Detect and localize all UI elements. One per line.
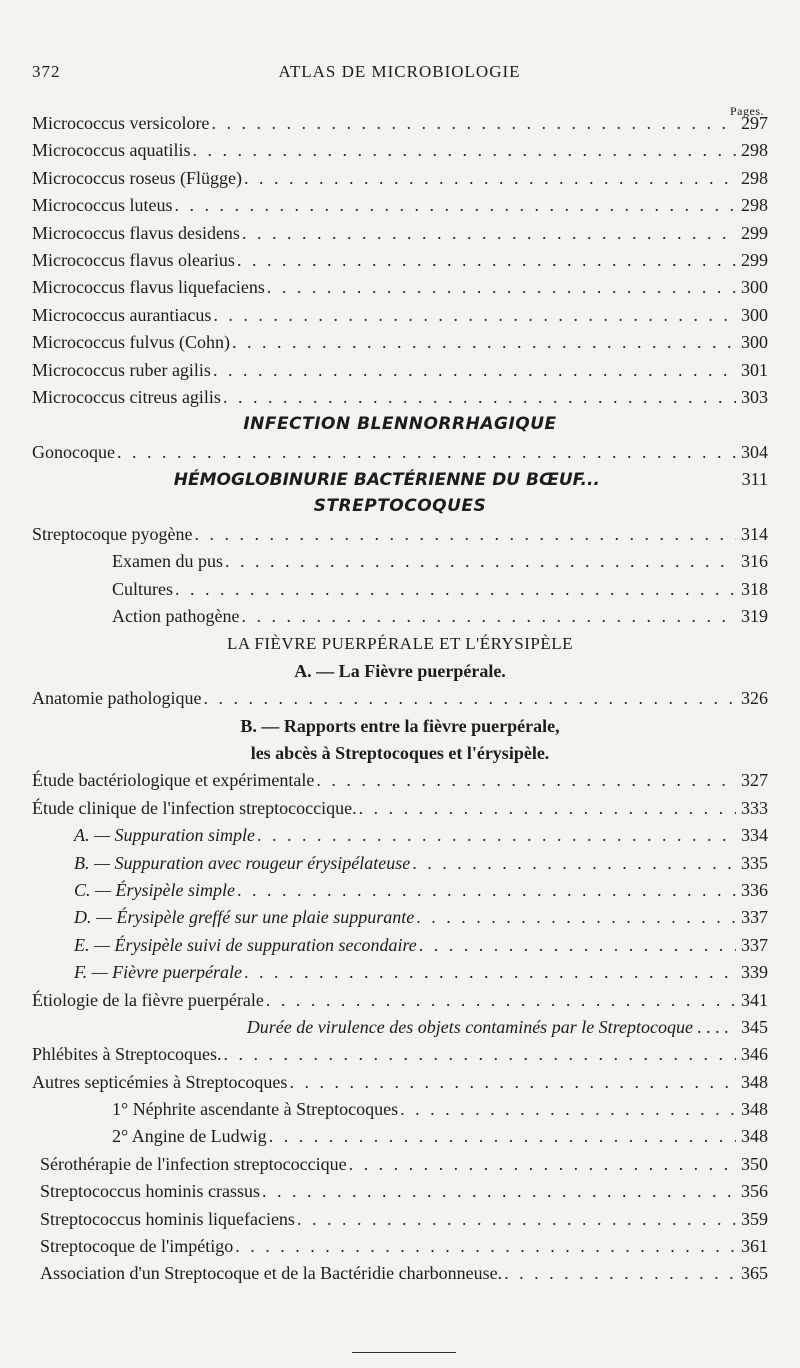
dot-leader [349,1151,736,1178]
toc-entry [32,220,768,247]
toc-entry [32,1260,768,1287]
section-heading: A. — La Fièvre puerpérale. [294,660,506,681]
pages-column-label: Pages. [730,104,764,118]
toc-entry-page: 300 [741,277,768,298]
toc-entry-page: 339 [741,962,768,983]
toc-entry [32,877,768,904]
toc-entry [32,1041,768,1068]
toc-entry-title: Association d'un Streptocoque et de la Bactéridie charbonneuse. [40,1263,503,1284]
dot-leader [213,302,736,329]
toc-entry-title: D. — Érysipèle greffé sur une plaie suppurante [74,907,415,928]
toc-entry-page: 300 [741,332,768,353]
toc-entry [32,603,768,630]
section-heading: STREPTOCOQUES [313,496,487,517]
toc-entry-page: 327 [741,770,768,791]
toc-entry [32,850,768,877]
dot-leader [289,1069,736,1096]
toc-entry-page: 365 [741,1263,768,1284]
section-heading: B. — Rapports entre la fièvre puerpérale, [240,715,560,736]
toc-entry-title: A. — Suppuration simple [74,825,256,846]
dot-leader [237,247,736,274]
toc-entry-title: Micrococcus aurantiacus [32,304,212,325]
toc-entry-page: 316 [741,551,768,572]
dot-leader [117,439,736,466]
toc-entry-page: 299 [741,222,768,243]
toc-entry [32,439,768,466]
toc-entry [32,904,768,931]
toc-entry-page: 348 [741,1126,768,1147]
toc-entry-page: 304 [741,441,768,462]
toc-entry-page: 348 [741,1099,768,1120]
toc-entry-title: B. — Suppuration avec rougeur érysipélateuse [74,852,411,873]
toc-entry-title: Étude clinique de l'infection streptococcique. [32,797,357,818]
dot-leader [241,603,736,630]
dot-leader [267,274,736,301]
toc-entry-page: 348 [741,1071,768,1092]
toc-entry [32,274,768,301]
toc-entry [32,192,768,219]
toc-entry-page: 361 [741,1236,768,1257]
dot-leader [242,220,736,247]
toc-entry [32,685,768,712]
dot-leader [400,1096,736,1123]
toc-entry-page: 319 [741,606,768,627]
toc-entry [32,110,768,137]
dot-leader [232,329,736,356]
toc-entry-title: Micrococcus flavus olearius [32,249,235,270]
toc-entry-title: Streptococcus hominis crassus [40,1181,260,1202]
toc-entry-page: 314 [741,523,768,544]
toc-entry-title: Micrococcus roseus (Flügge) [32,167,242,188]
toc-entry-page: 298 [741,167,768,188]
toc-entry [32,521,768,548]
dot-leader [235,1233,736,1260]
toc-entry [32,247,768,274]
dot-leader [419,932,736,959]
toc-entry-title: Micrococcus luteus [32,195,173,216]
toc-entry-title: C. — Érysipèle simple [74,879,235,900]
toc-entry-title: Streptococcus hominis liquefaciens [40,1208,295,1229]
toc-entry-title: F. — Fièvre puerpérale [74,962,242,983]
toc-entry [32,959,768,986]
toc-entry-title: Étiologie de la fièvre puerpérale [32,989,264,1010]
running-head [32,62,767,88]
dot-leader [237,877,736,904]
toc-entry [32,1096,768,1123]
toc-entry [32,932,768,959]
toc-entry-page: 318 [741,578,768,599]
toc-entry-page: 300 [741,304,768,325]
dot-leader [225,548,736,575]
section-heading-with-page [32,466,768,493]
section-heading: LA FIÈVRE PUERPÉRALE ET L'ÉRYSIPÈLE [226,634,574,654]
toc-entry-page: 350 [741,1153,768,1174]
toc-entry [32,767,768,794]
toc-entry-page: 345 [741,1016,768,1037]
toc-entry-title: Micrococcus aquatilis [32,140,191,161]
toc-entry-title: Micrococcus flavus desidens [32,222,240,243]
dot-leader [244,165,736,192]
dot-leader [416,904,736,931]
dot-leader [297,1206,736,1233]
dot-leader [192,137,736,164]
dot-leader [223,1041,736,1068]
dot-leader [213,357,736,384]
toc-entry-page: 335 [741,852,768,873]
dot-leader [269,1123,736,1150]
toc-entry-title: Gonocoque [32,441,115,462]
toc-entry [32,165,768,192]
toc-entry-page: 298 [741,195,768,216]
toc-entry-title: Examen du pus [112,551,223,572]
toc-entry [32,1123,768,1150]
toc-entry [32,576,768,603]
toc-entry [32,1233,768,1260]
toc-entry-title: Durée de virulence des objets contaminés par le Streptocoque . . . . [246,1016,729,1037]
toc-entry-page: 311 [741,469,768,490]
toc-entry [32,1069,768,1096]
toc-entry-title: Étude bactériologique et expérimentale [32,770,315,791]
toc-entry-page: 341 [741,989,768,1010]
toc-entry-page: 298 [741,140,768,161]
toc-entry-page: 333 [741,797,768,818]
dot-leader [359,795,736,822]
toc-entry-title: Autres septicémies à Streptocoques [32,1071,288,1092]
toc-entry-title: Streptocoque de l'impétigo [40,1236,234,1257]
dot-leader [174,192,736,219]
toc-entry-page: 346 [741,1044,768,1065]
toc-entry-title: Streptocoque pyogène [32,523,193,544]
toc-entry [32,1151,768,1178]
dot-leader [244,959,736,986]
toc-entry [32,329,768,356]
dot-leader [262,1178,736,1205]
toc-entry-title: Action pathogène [112,606,240,627]
section-heading: INFECTION BLENNORRHAGIQUE [243,414,557,435]
toc-entry-page: 359 [741,1208,768,1229]
toc-entry-title: E. — Érysipèle suivi de suppuration secondaire [74,934,417,955]
dot-leader [203,685,736,712]
toc-entry [32,384,768,411]
toc-entry-title: Sérothérapie de l'infection streptococcique [40,1153,347,1174]
toc-entry [32,795,768,822]
toc-entry-page: 337 [741,907,768,928]
toc-entry [32,1014,768,1041]
section-heading: HÉMOGLOBINURIE BACTÉRIENNE DU BŒUF... [173,470,600,491]
toc-entry-title: Micrococcus fulvus (Cohn) [32,332,230,353]
toc-entry-page: 334 [741,825,768,846]
toc-entry [32,987,768,1014]
section-heading: les abcès à Streptocoques et l'érysipèle. [250,742,550,763]
toc-entry-page: 301 [741,359,768,380]
dot-leader [257,822,736,849]
toc-entry [32,548,768,575]
toc-entry [32,357,768,384]
toc-entry-title: Anatomie pathologique [32,688,202,709]
toc-entry-page: 356 [741,1181,768,1202]
toc-entry-title: Micrococcus ruber agilis [32,359,211,380]
toc-entry-page: 303 [741,386,768,407]
toc-entry-title: Micrococcus versicolore [32,113,210,133]
toc-entry-page: 326 [741,688,768,709]
page-number: 372 [32,62,61,81]
dot-leader [412,850,736,877]
toc-entry [32,302,768,329]
toc-entry [32,137,768,164]
toc-entry-title: Cultures [112,578,173,599]
toc-entry-page: 299 [741,249,768,270]
dot-leader [223,384,736,411]
running-title: ATLAS DE MICROBIOLOGIE [278,62,521,81]
dot-leader [211,110,736,137]
dot-leader [194,521,736,548]
toc-entry-page: 337 [741,934,768,955]
toc-entry-page: 336 [741,879,768,900]
dot-leader [175,576,736,603]
toc-entry [32,1178,768,1205]
toc-entry-page: 297 [741,113,768,133]
dot-leader [266,987,736,1014]
dot-leader [504,1260,736,1287]
bottom-rule [352,1352,456,1353]
toc-entry [32,1206,768,1233]
toc-entry-title: Micrococcus citreus agilis [32,386,221,407]
toc-entry-title: Micrococcus flavus liquefaciens [32,277,265,298]
toc-entry-title: 2° Angine de Ludwig [112,1126,267,1147]
table-of-contents [32,110,768,1288]
dot-leader [316,767,736,794]
toc-entry [32,822,768,849]
toc-entry-title: Phlébites à Streptocoques. [32,1044,222,1065]
toc-entry-title: 1° Néphrite ascendante à Streptocoques [112,1099,399,1120]
